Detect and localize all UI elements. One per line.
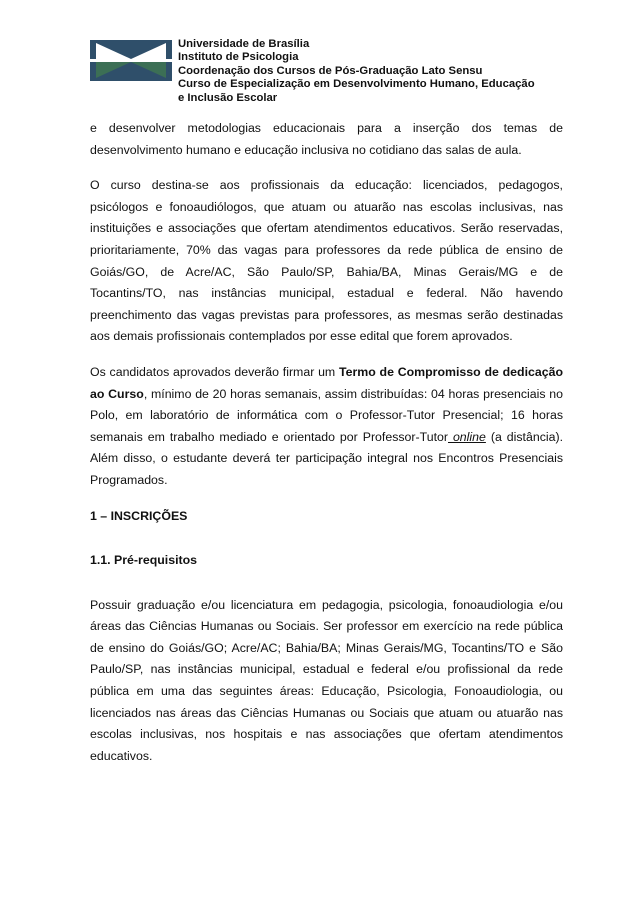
paragraph-target-audience: O curso destina-se aos profissionais da educação: licenciados, pedagogos, psicólogos e fonoaudiólogos, que atuam ou atuarão nas escolas inclusivas, nas instituições e associações que ofertam atendimentos educativos. Serão reservadas, prioritariamente, 70% das vagas para professores da rede pública de ensino de Goiás/GO, de Acre/AC, São Paulo/SP, Bahia/BA, Minas Gerais/MG e de Tocantins/TO, nas instâncias municipal, estadual e federal. Não havendo preenchimento das vagas previstas para professores, as mesmas serão destinadas aos demais profissionais contemplados por esse edital que forem aprovados. bbox=[90, 178, 563, 344]
section-heading-inscricoes: 1 – INSCRIÇÕES bbox=[90, 508, 188, 523]
header-line-coordination: Coordenação dos Cursos de Pós-Graduação Lato Sensu bbox=[178, 64, 483, 77]
commitment-text-b: , mínimo de 20 horas semanais, assim distribuídas: 04 horas presenciais no Polo, em laboratório de informática com o Professor-Tutor Presencial; 16 horas semanais em trabalho mediado e orientado por Professor-Tutor bbox=[90, 386, 563, 444]
commitment-text-c: (a distância). Além disso, o estudante deverá ter participação integral nos Encontros Presenciais Programados. bbox=[90, 429, 564, 487]
commitment-term-bold: Termo de Compromisso de dedicação ao Curso bbox=[90, 364, 564, 401]
header-line-university: Universidade de Brasília bbox=[178, 38, 310, 50]
paragraph-intro-continuation: e desenvolver metodologias educacionais para a inserção dos temas de desenvolvimento humano e educação inclusiva no cotidiano das salas de aula. bbox=[90, 121, 563, 157]
document-body bbox=[90, 118, 563, 767]
unb-logo-icon bbox=[90, 40, 172, 81]
header-text bbox=[178, 38, 578, 105]
header-line-institute: Instituto de Psicologia bbox=[178, 51, 299, 64]
header-line-course-cont: e Inclusão Escolar bbox=[178, 91, 278, 104]
document-header bbox=[90, 38, 570, 108]
paragraph-commitment bbox=[90, 362, 563, 492]
paragraph-prerequisites: Possuir graduação e/ou licenciatura em pedagogia, psicologia, fonoaudiologia e/ou áreas das Ciências Humanas ou Sociais. Ser professor em exercício na rede pública de ensino do Goiás/GO; Acre/AC; Bahia/BA; Minas Gerais/MG, Tocantins/TO e São Paulo/SP, nas instâncias municipal, estadual e federal e/ou profissional da rede pública em uma das seguintes áreas: Educação, Psicologia, Fonoaudiologia, ou licenciados nas áreas das Ciências Humanas ou Sociais que atuam ou atuarão nas escolas inclusivas, nos hospitais e nas associações que ofertam atendimentos educativos. bbox=[90, 597, 563, 763]
commitment-online: online bbox=[448, 429, 486, 444]
subsection-heading-prerequisitos: 1.1. Pré-requisitos bbox=[90, 553, 198, 568]
header-line-course: Curso de Especialização em Desenvolvimento Humano, Educação bbox=[178, 78, 535, 91]
commitment-text-a: Os candidatos aprovados deverão firmar um bbox=[90, 364, 339, 379]
